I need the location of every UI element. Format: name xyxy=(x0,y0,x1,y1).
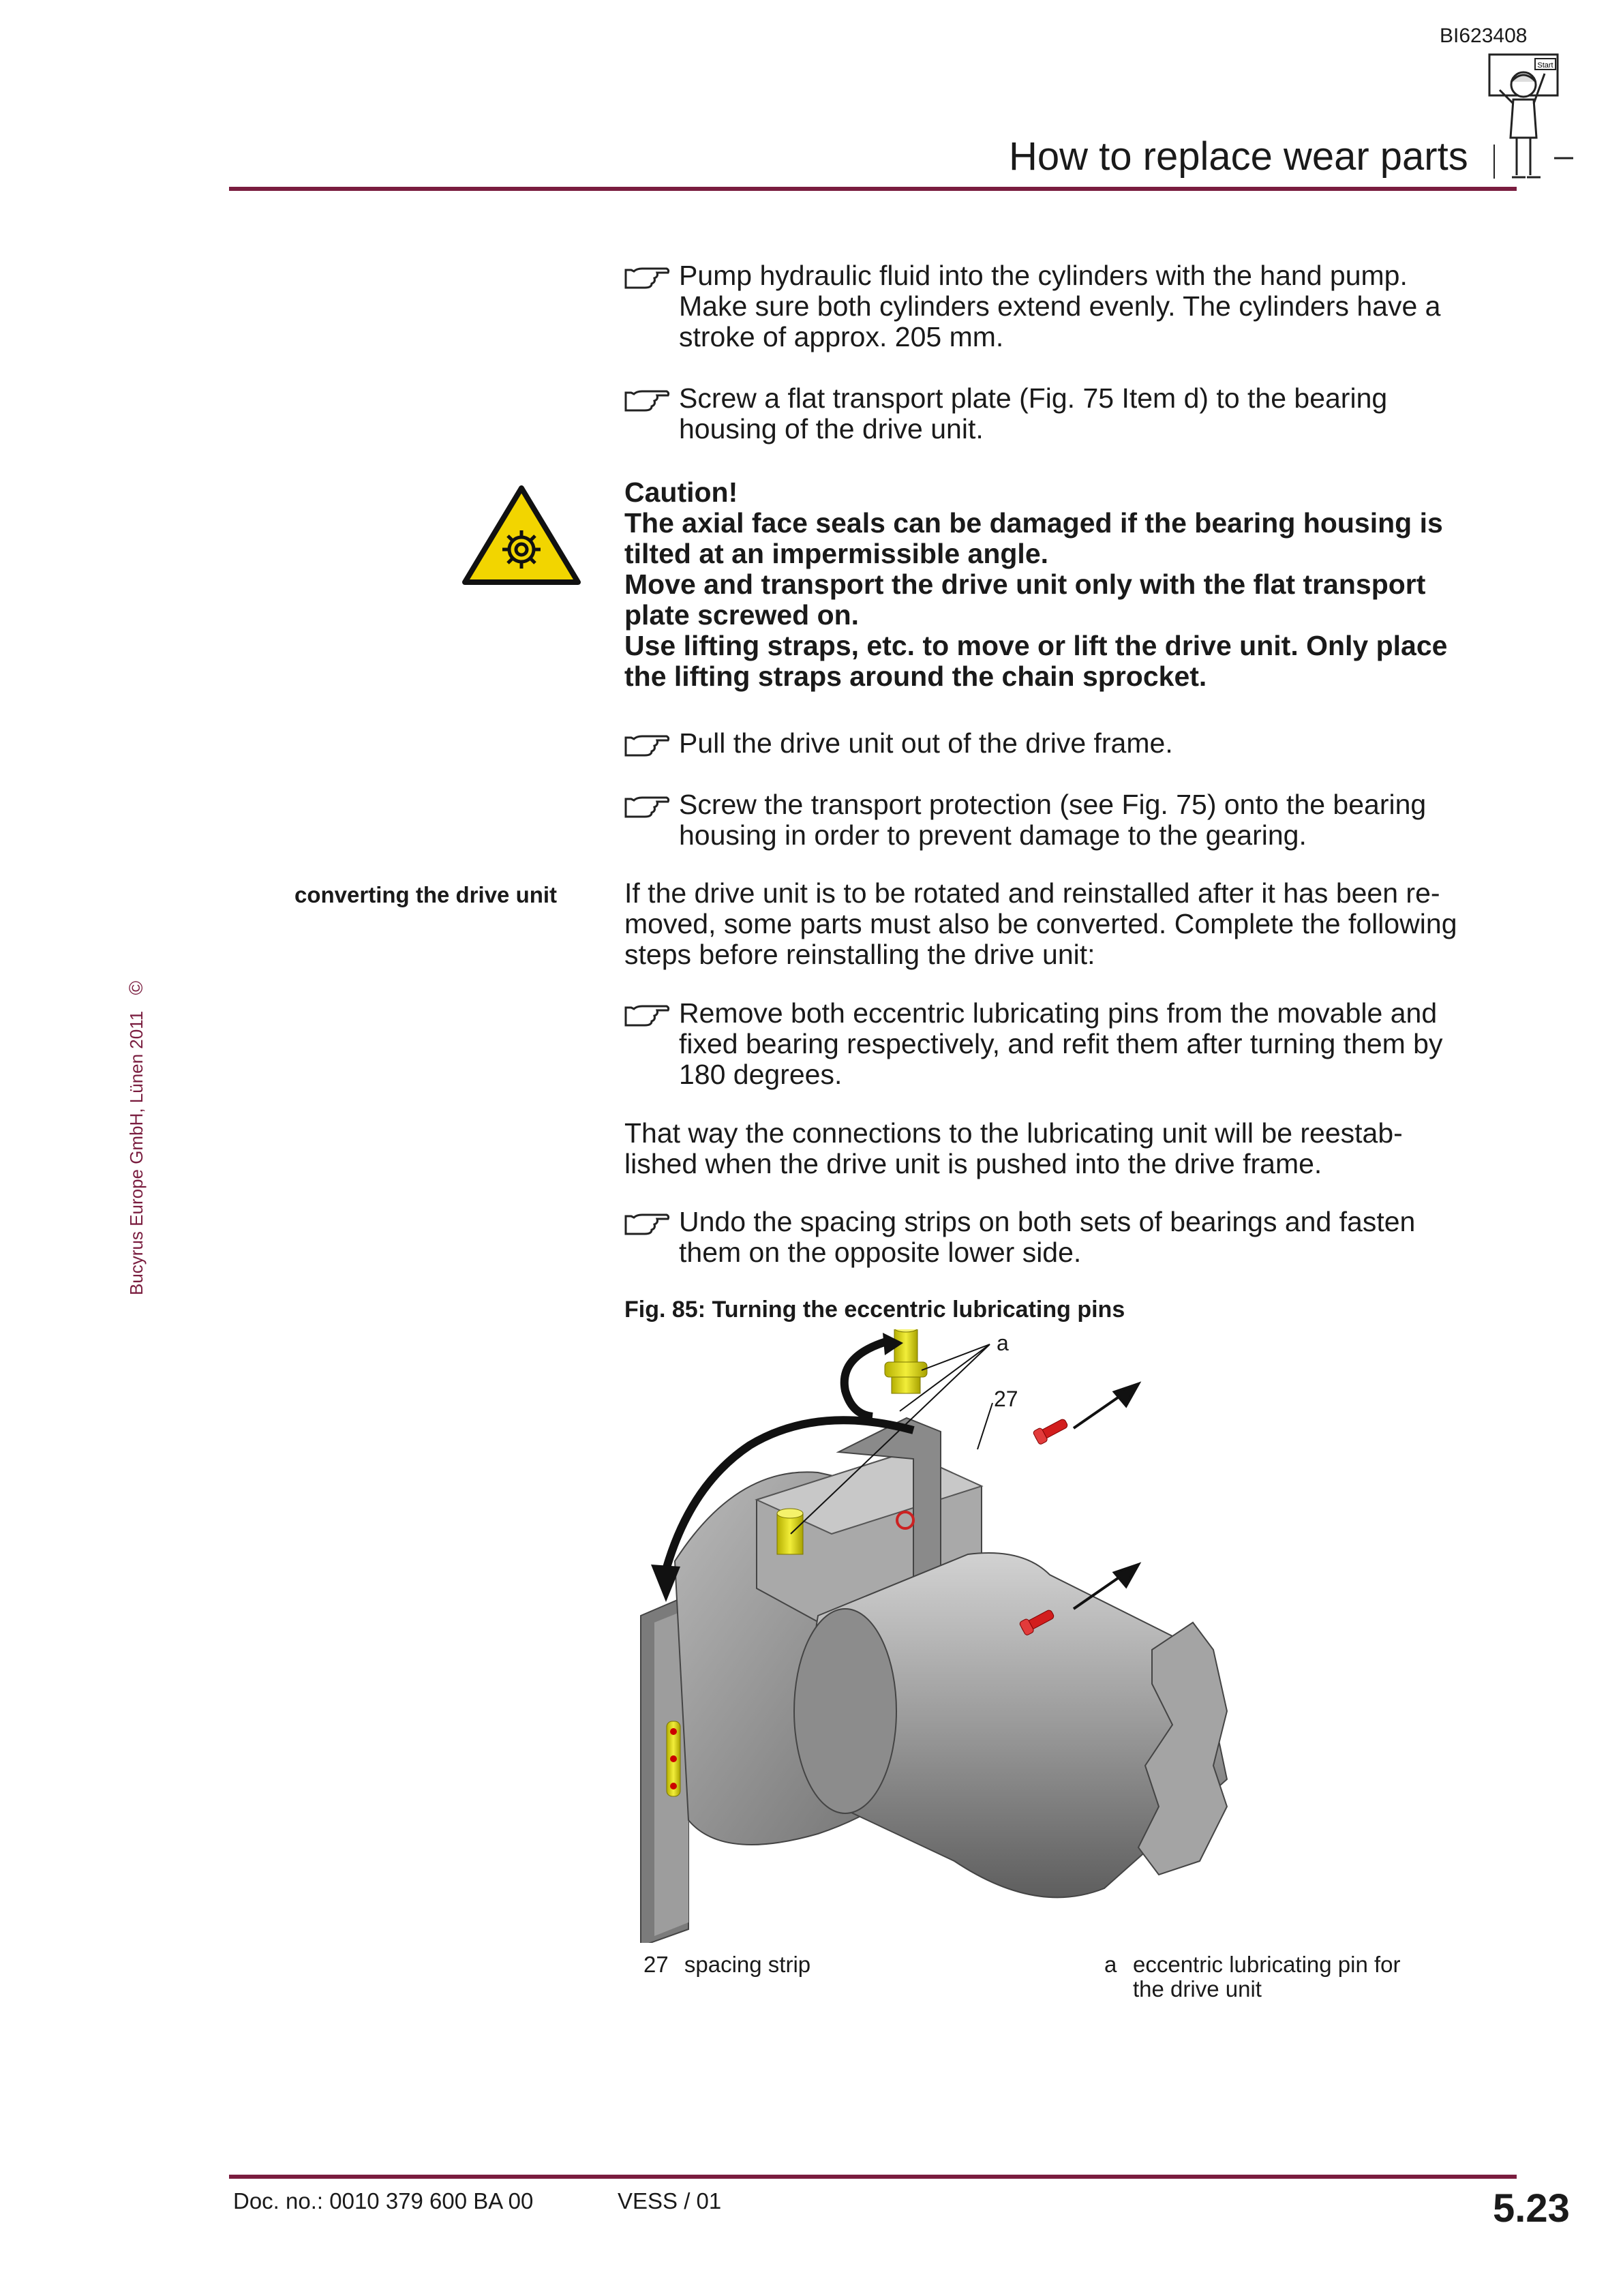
step-text: Undo the spacing strips on both sets of bearings and fasten them on the opposite lower side. xyxy=(679,1206,1416,1268)
callout-27: 27 xyxy=(994,1387,1018,1411)
warning-gear-icon xyxy=(461,484,582,586)
pointing-hand-icon xyxy=(624,263,671,290)
arrow-upper-icon xyxy=(1074,1384,1138,1428)
step-text: Remove both eccentric lubricating pins from the movable and fixed bearing respectively, and refit them after turning them by 180 degrees. xyxy=(679,997,1443,1090)
legend-item-a: a eccentric lubricating pin for the drive unit xyxy=(1104,1952,1401,2002)
step-transport-protection xyxy=(624,789,1511,851)
caution-block: Caution! The axial face seals can be damaged if the bearing housing is tilted at an impermissible angle. Move and transport the drive unit only with the flat transport plate screwed on. Use lifting straps, etc. to move or lift the drive unit. Only place the lifting straps around the chain sprocket. xyxy=(624,477,1524,692)
header-rule xyxy=(229,187,1517,191)
pointing-hand-icon xyxy=(624,731,671,758)
copyright-symbol: © xyxy=(125,980,147,995)
step-text: Screw a flat transport plate (Fig. 75 Item d) to the bearing housing of the drive unit. xyxy=(679,382,1388,444)
pointing-hand-icon xyxy=(624,1209,671,1237)
step-pump-fluid xyxy=(624,260,1511,352)
red-bolt-upper xyxy=(1033,1416,1070,1445)
document-code: VESS / 01 xyxy=(618,2188,722,2214)
pointing-hand-icon xyxy=(624,1001,671,1028)
pointing-hand-icon xyxy=(624,792,671,819)
figure-caption: Fig. 85: Turning the eccentric lubricating pins xyxy=(624,1297,1125,1323)
drive-unit-illustration xyxy=(613,1329,1254,1943)
step-text: Pull the drive unit out of the drive frame. xyxy=(679,727,1173,759)
pointing-hand-icon xyxy=(624,386,671,413)
start-badge: Start xyxy=(1537,61,1553,70)
document-number: Doc. no.: 0010 379 600 BA 00 xyxy=(233,2188,534,2214)
step-pull-drive-unit xyxy=(624,728,1511,759)
side-heading: converting the drive unit xyxy=(294,882,558,907)
worker-start-icon xyxy=(1486,49,1575,185)
page-title: How to replace wear parts xyxy=(1009,134,1468,179)
converting-paragraph: If the drive unit is to be rotated and reinstalled after it has been re- moved, some parts must also be converted. Complete the following steps before reinstalling the drive unit: xyxy=(624,877,1457,970)
step-transport-plate xyxy=(624,383,1511,444)
eccentric-pin-mounted xyxy=(777,1509,803,1554)
caution-heading: Caution! xyxy=(624,477,738,508)
step-remove-pins xyxy=(624,998,1511,1090)
spacing-strip-yellow xyxy=(667,1721,680,1796)
legend-item-27: 27 spacing strip xyxy=(643,1952,811,1977)
callout-a: a xyxy=(997,1331,1009,1355)
page-number: 5.23 xyxy=(1493,2186,1570,2231)
that-way-paragraph: That way the connections to the lubricating unit will be reestab- lished when the drive unit is pushed into the drive frame. xyxy=(624,1117,1403,1179)
copyright-notice: Bucyrus Europe GmbH, Lünen 2011 © xyxy=(125,980,147,1295)
footer-rule xyxy=(229,2175,1517,2179)
step-undo-strips xyxy=(624,1207,1511,1268)
step-text: Pump hydraulic fluid into the cylinders with the hand pump. Make sure both cylinders extend evenly. The cylinders have a stroke of approx. 205 mm. xyxy=(679,260,1441,352)
document-id: BI623408 xyxy=(1440,25,1528,47)
step-text: Screw the transport protection (see Fig. 75) onto the bearing housing in order to prevent damage to the gearing. xyxy=(679,789,1427,851)
